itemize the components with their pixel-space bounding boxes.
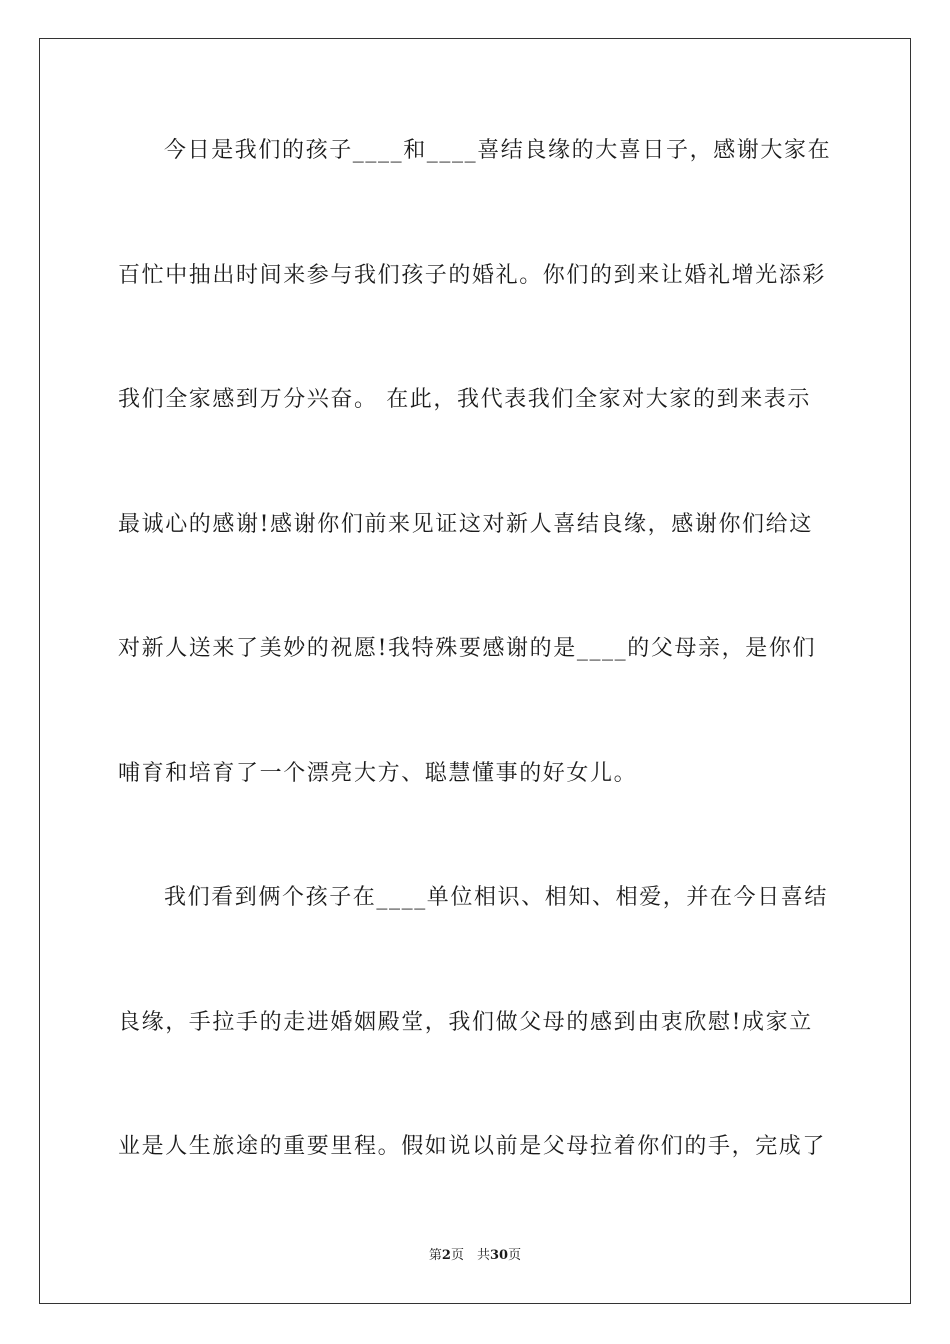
body-line-6: 哺育和培育了一个漂亮大方、聪慧懂事的好女儿。 <box>118 761 638 786</box>
body-line-2: 百忙中抽出时间来参与我们孩子的婚礼。你们的到来让婚礼增光添彩 <box>118 263 827 288</box>
body-line-8: 良缘，手拉手的走进婚姻殿堂，我们做父母的感到由衷欣慰!成家立 <box>118 1010 813 1035</box>
body-line-9: 业是人生旅途的重要里程。假如说以前是父母拉着你们的手，完成了 <box>118 1134 827 1159</box>
total-page-count: 30 <box>489 1248 509 1263</box>
body-line-4: 最诚心的感谢!感谢你们前来见证这对新人喜结良缘，感谢你们给这 <box>118 512 813 537</box>
body-line-7: 我们看到俩个孩子在____单位相识、相知、相爱，并在今日喜结 <box>164 885 829 910</box>
body-line-3: 我们全家感到万分兴奋。 在此，我代表我们全家对大家的到来表示 <box>118 387 811 412</box>
current-page-number: 2 <box>441 1248 451 1263</box>
body-line-1: 今日是我们的孩子____和____喜结良缘的大喜日子，感谢大家在 <box>164 138 832 163</box>
page-number-footer <box>0 1246 950 1266</box>
page-suffix: 页 <box>508 1248 522 1263</box>
page-prefix: 第 <box>428 1248 442 1263</box>
page-mid: 页 共 <box>450 1248 490 1263</box>
body-line-5: 对新人送来了美妙的祝愿!我特殊要感谢的是____的父母亲，是你们 <box>118 636 817 661</box>
page-border <box>39 38 911 1304</box>
